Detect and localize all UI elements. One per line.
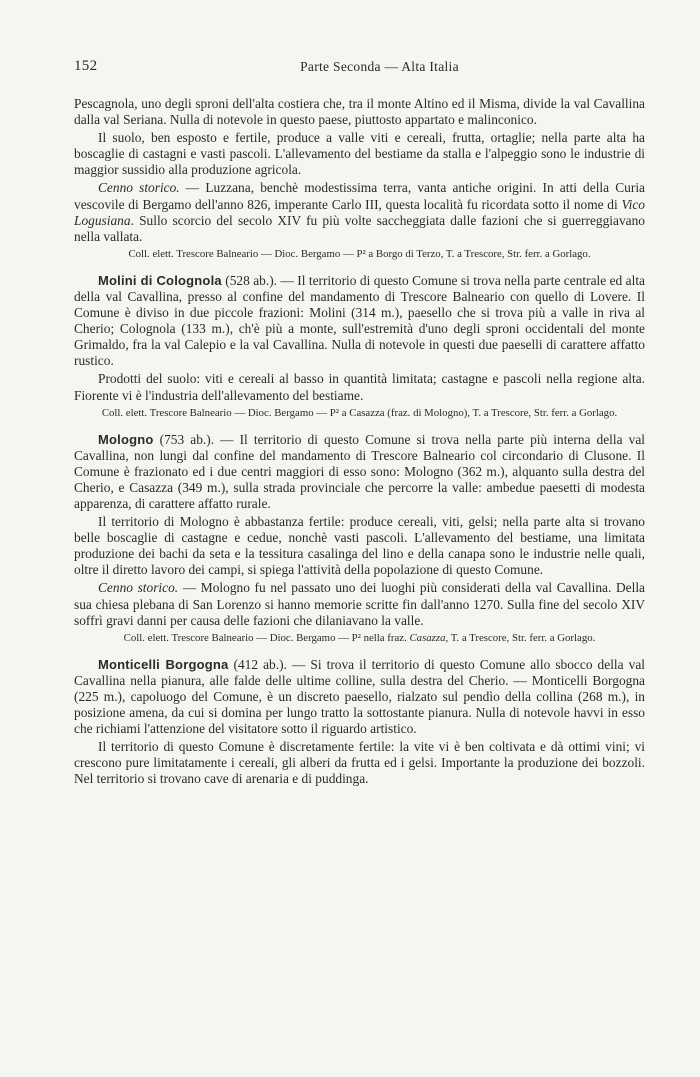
meta-mologno-a: Coll. elett. Trescore Balneario — Dioc. Bergamo — P² nella fraz.	[123, 631, 410, 644]
running-title: Parte Seconda — Alta Italia	[300, 59, 459, 74]
paragraph-mologno-history	[74, 580, 645, 628]
place-name-mologno: Mologno	[98, 431, 154, 447]
paragraph-mologno-territory: Il territorio di Mologno è abbastanza fertile: produce cereali, viti, gelsi; nella parte alta si trovano belle boscaglie di castagne e cedue, nonchè vasti pascoli. L'allevamento del bestiame, una limitata produzione dei bachi da seta e la tessitura casalinga del lino e della canapa sono le industrie nelle quali, oltre il diretto lavoro dei campi, si spiega l'attività della popolazione di questo Comune.	[74, 514, 645, 578]
history-text-b: . Sullo scorcio del secolo XIV fu più volte saccheggiata dalle fazioni che si guerreggiavano nella vallata.	[74, 212, 645, 244]
meta-molini: Coll. elett. Trescore Balneario — Dioc. Bergamo — P² a Casazza (fraz. di Mologno), T. a Trescore, Str. ferr. a Gorlago.	[101, 406, 618, 419]
history-label: Cenno storico.	[98, 180, 180, 196]
molini-text-a: (528 ab.). — Il territorio di questo Comune si trova nella parte centrale ed alta della val Cavallina, presso al confine del mandamento di Trescore Balneario con quello di Lovere. Il Comune è diviso in due piccole frazioni: Molini (314 m.), paesello che si trova più a valle in riva al Cherio; Colognola (133 m.), ch'è più a monte, sull'estremità d'uno degli sproni occidentali del monte Grimaldo, fra la val Calepio e la val Cavallina. Nulla di notevole in questi due paeselli di carattere affatto rustico.	[74, 272, 645, 369]
mologno-history-text: — Mologno fu nel passato uno dei luoghi più considerati della val Cavallina. Della sua chiesa plebana di San Lorenzo si hanno memorie scritte fin dall'anno 1270. Sulla fine del secolo XIV soffrì gravi danni per causa delle fazioni che dilaniavano la valle.	[74, 580, 645, 628]
place-name-molini: Molini di Colognola	[98, 272, 222, 288]
paragraph-luzzana-history	[74, 180, 645, 244]
paragraph-pescagnola: Pescagnola, uno degli sproni dell'alta costiera che, tra il monte Altino ed il Misma, divide la val Cavallina dalla val Seriana. Nulla di notevole in questo paese, piuttosto appartato e malinconico.	[74, 96, 645, 128]
page-header	[74, 58, 645, 84]
paragraph-luzzana-soil: Il suolo, ben esposto e fertile, produce a valle viti e cereali, frutta, ortaglie; nella parte alta ha boscaglie di castagni e vasti pascoli. L'allevamento del bestiame da stalla e l'alpeggio sono le industrie di maggior sussidio alla produzione agricola.	[74, 130, 645, 178]
entry-monticelli-borgogna	[74, 657, 645, 737]
meta-mologno-b: , T. a Trescore, Str. ferr. a Gorlago.	[445, 631, 596, 644]
meta-mologno	[92, 631, 627, 645]
entry-molini-di-colognola	[74, 273, 645, 370]
mologno-text-a: (753 ab.). — Il territorio di questo Comune si trova nella parte più interna della val Cavallina, non lungi dal confine del mandamento di Trescore Balneario col circondario di Clusone. Il Comune è frazionato ed i due centri maggiori di esso sono: Mologno (362 m.), alquanto sulla destra del Cherio, e Casazza (349 m.), sulla strada provinciale che percorre la valle: ambedue paesetti di modesta apparenza, di carattere affatto rurale.	[74, 431, 645, 511]
entry-mologno	[74, 432, 645, 512]
paragraph-molini-products: Prodotti del suolo: viti e cereali al basso in quantità limitata; castagne e pascoli nella regione alta. Fiorente vi è l'industria dell'allevamento del bestiame.	[74, 371, 645, 403]
monticelli-text-a: (412 ab.). — Si trova il territorio di questo Comune allo sbocco della val Cavallina nella pianura, alle falde delle ultime colline, sulla destra del Cherio. — Monticelli Borgogna (225 m.), capoluogo del Comune, è un discreto paesello, rialzato sul pendìo della collina (268 m.), in posizione amena, da cui si domina per lungo tratto la sottostante pianura. Nulla di notevole havvi in esso che richiami l'attenzione del visitatore sotto il riguardo artistico.	[74, 656, 645, 737]
history-text-a: — Luzzana, benchè modestissima terra, vanta antiche origini. In atti della Curia vescovile di Bergamo dell'anno 826, imperante Carlo III, questa località fu ricordata sotto il nome di	[74, 180, 645, 212]
paragraph-monticelli-territory: Il territorio di questo Comune è discretamente fertile: la vite vi è ben coltivata e dà ottimi vini; vi crescono pure limitatamente i cereali, gli alberi da frutta ed i gelsi. Importante la produzione dei bozzoli. Nel territorio si trovano cave di arenaria e di puddinga.	[74, 739, 645, 787]
place-name-monticelli: Monticelli Borgogna	[98, 656, 229, 672]
history-place-name: Vico Logusiana	[74, 196, 645, 228]
page-body	[74, 96, 645, 787]
meta-mologno-fraz: Casazza	[409, 631, 446, 644]
meta-luzzana: Coll. elett. Trescore Balneario — Dioc. Bergamo — P² a Borgo di Terzo, T. a Trescore, Str. ferr. a Gorlago.	[128, 247, 591, 260]
page-number: 152	[74, 58, 98, 74]
mologno-history-label: Cenno storico.	[98, 580, 179, 596]
